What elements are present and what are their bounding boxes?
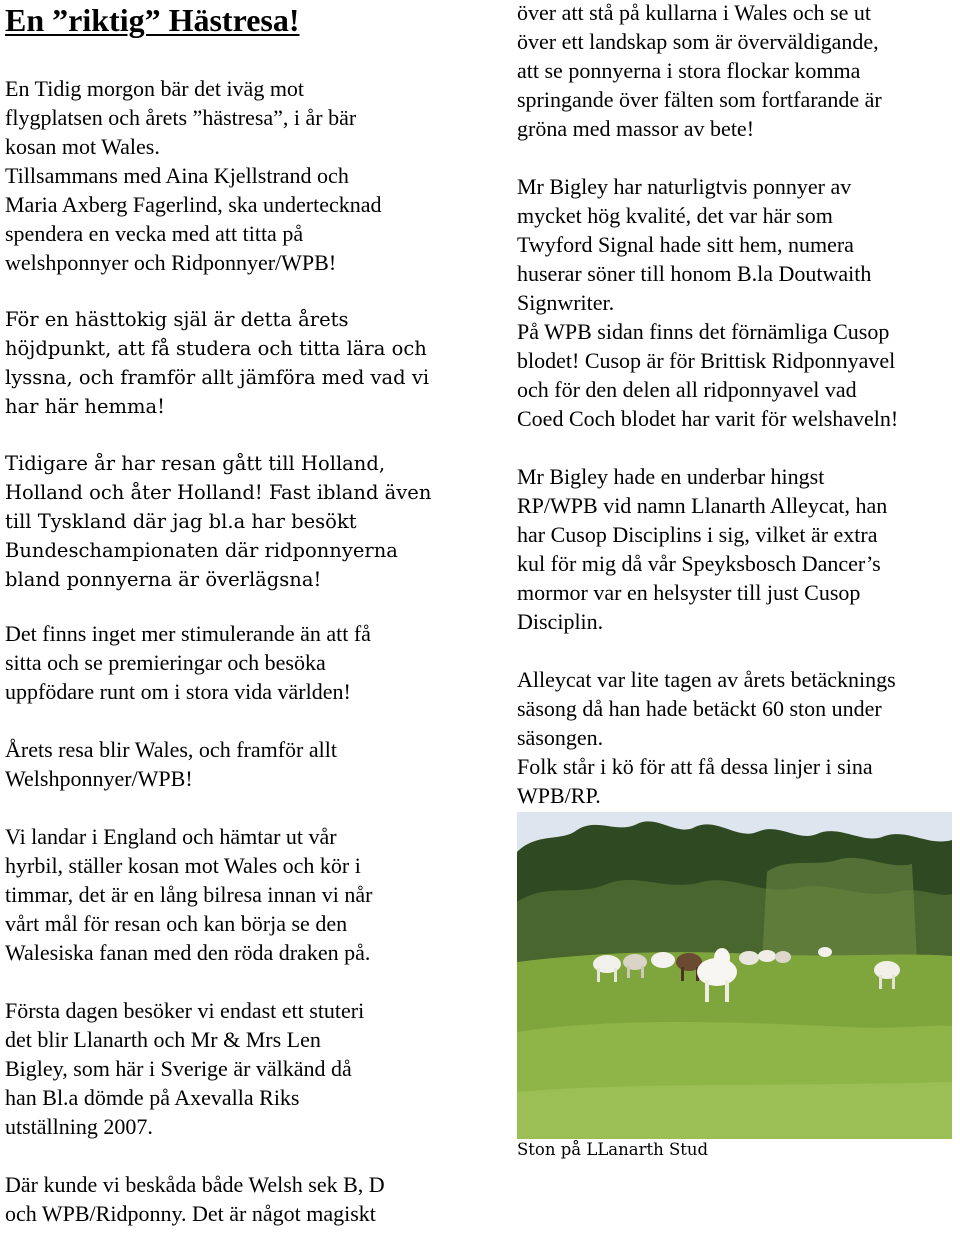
left-column bbox=[5, 74, 460, 1228]
paragraph-stimulating: Det finns inget mer stimulerande än att få sitta och se premieringar och besöka uppfödare runt om i stora vida världen! bbox=[5, 621, 371, 704]
paragraph-season: Alleycat var lite tagen av årets betäcknings säsong då han hade betäckt 60 ston under säsongen. Folk står i kö för att få dessa linjer i sina WPB/RP. bbox=[517, 667, 896, 808]
paragraph-alleycat: Mr Bigley hade en underbar hingst RP/WPB vid namn Llanarth Alleycat, han har Cusop Disciplins i sig, vilket är extra kul för mig då vår Speyksbosch Dancer’s mormor var en helsyster till just Cusop Disciplin. bbox=[517, 464, 888, 634]
photo-caption: Ston på LLanarth Stud bbox=[517, 1140, 709, 1159]
paragraph-bigley: Mr Bigley har naturligtvis ponnyer av mycket hög kvalité, det var här som Twyford Signal hade sitt hem, numera huserar söner till honom B.la Doutwaith Signwriter. På WPB sidan finns det förnämliga Cusop blodet! Cusop är för Brittisk Ridponnyavel och för den delen all ridponnyavel vad Coed Coch blodet har varit för welshaveln! bbox=[517, 174, 899, 431]
ponies-field-illustration bbox=[517, 812, 952, 1139]
right-column bbox=[517, 0, 960, 810]
paragraph-magic: Där kunde vi beskåda både Welsh sek B, D och WPB/Ridponny. Det är något magiskt bbox=[5, 1172, 385, 1226]
paragraph-landing: Vi landar i England och hämtar ut vår hyrbil, ställer kosan mot Wales och kör i timmar, det är en lång bilresa innan vi når vårt mål för resan och kan börja se den Walesiska fanan med den röda draken på. bbox=[5, 824, 373, 965]
article-title: En ”riktig” Hästresa! bbox=[5, 2, 300, 38]
paragraph-hills: över att stå på kullarna i Wales och se ut över ett landskap som är överväldigande, att se ponnyerna i stora flockar komma springande över fälten som fortfarande är gröna med massor av bete! bbox=[517, 0, 882, 141]
paragraph-holland: Tidigare år har resan gått till Holland, Holland och åter Holland! Fast ibland även till Tyskland där jag bl.a har besökt Bundeschampionaten där ridponnyerna bland ponnyerna är överlägsna! bbox=[5, 452, 432, 591]
paragraph-first-day: Första dagen besöker vi endast ett stuteri det blir Llanarth och Mr & Mrs Len Bigley, som här i Sverige är välkänd då han Bl.a dömde på Axevalla Riks utställning 2007. bbox=[5, 998, 365, 1139]
paragraph-highlight: För en hästtokig själ är detta årets höjdpunkt, att få studera och titta lära och lyssna, och framför allt jämföra med vad vi har här hemma! bbox=[5, 308, 430, 418]
paragraph-wales: Årets resa blir Wales, och framför allt Welshponnyer/WPB! bbox=[5, 737, 337, 791]
ponies-photo bbox=[517, 812, 952, 1139]
paragraph-intro: En Tidig morgon bär det iväg mot flygplatsen och årets ”hästresa”, i år bär kosan mot Wales. Tillsammans med Aina Kjellstrand och Maria Axberg Fagerlind, ska undertecknad spendera en vecka med att titta på welshponnyer och Ridponnyer/WPB! bbox=[5, 76, 382, 275]
